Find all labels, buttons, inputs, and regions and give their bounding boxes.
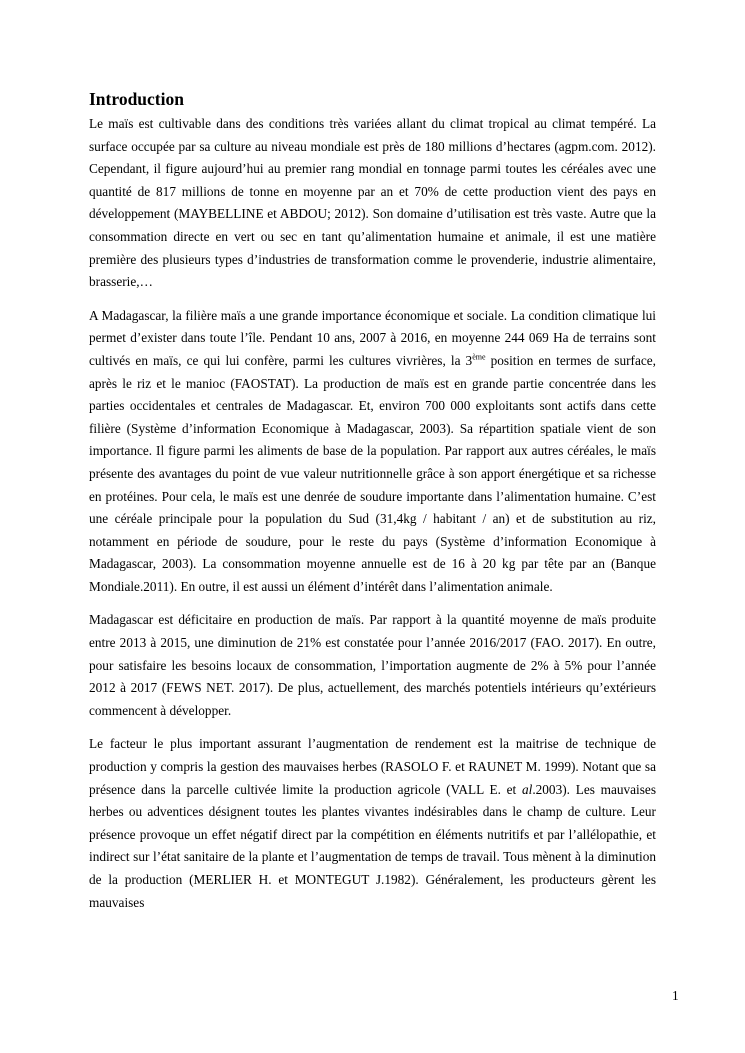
paragraph-2 — [89, 305, 656, 599]
paragraph-2-text-a: A Madagascar, la filière maïs a une grande importance économique et sociale. La condition climatique lui permet d’exister dans toute l’île. Pendant 10 ans, 2007 à 2016, en moyenne 244 069 Ha de terrains sont cultivés en maïs, ce qui lui confère, parmi les cultures vivrières, la 3 — [89, 307, 656, 368]
paragraph-1 — [89, 113, 656, 294]
paragraph-2-text-b: position en termes de surface, après le riz et le manioc (FAOSTAT). La production de maïs est en grande partie concentrée dans les parties occidentales et centrales de Madagascar. Et, environ 700 000 exploitants sont actifs dans cette filière (Système d’information Economique à Madagascar, 2003). Sa répartition spatiale vient de son importance. Il figure parmi les aliments de base de la population. Par rapport aux autres céréales, le maïs présente des avantages du point de vue valeur nutritionnelle grâce à son apport énergétique et sa richesse en protéines. Pour cela, le maïs est une denrée de soudure importante dans l’alimentation humaine. C’est une céréale principale pour la population du Sud (31,4kg / habitant / an) et de substitution au riz, notamment en période de soudure, pour le reste du pays (Système d’information Economique à Madagascar, 2003). La consommation moyenne annuelle est de 16 à 20 kg par tête par an (Banque Mondiale.2011). En outre, il est aussi un élément d’intérêt dans l’alimentation animale. — [89, 352, 656, 594]
document-page — [89, 88, 656, 925]
paragraph-3 — [89, 609, 656, 722]
paragraph-4-text-a: Le facteur le plus important assurant l’augmentation de rendement est la maitrise de technique de production y compris la gestion des mauvaises herbes (RASOLO F. et RAUNET M. 1999). Notant que sa présence dans la parcelle cultivée limite la production agricole (VALL E. et — [89, 736, 656, 797]
paragraph-3-text: Madagascar est déficitaire en production de maïs. Par rapport à la quantité moyenne de maïs produite entre 2013 à 2015, une diminution de 21% est constatée pour l’année 2016/2017 (FAO. 2017). En outre, pour satisfaire les besoins locaux de consommation, l’importation augmente de 2% à 5% pour l’année 2012 à 2017 (FEWS NET. 2017). De plus, actuellement, des marchés potentiels intérieurs qu’extérieurs commencent à développer. — [89, 612, 656, 718]
paragraph-4 — [89, 733, 656, 914]
paragraph-1-text: Le maïs est cultivable dans des conditions très variées allant du climat tropical au climat tempéré. La surface occupée par sa culture au niveau mondiale est près de 180 millions d’hectares (agpm.com. 2012). Cependant, il figure aujourd’hui au premier rang mondial en tonnage parmi toutes les céréales avec une quantité de 817 millions de tonne en moyenne par an et 70% de cette production vient des pays en développement (MAYBELLINE et ABDOU; 2012). Son domaine d’utilisation est très vaste. Autre que la consommation directe en vert ou sec en tant qu’alimentation humaine et animale, il est une matière première des plusieurs types d’industries de transformation comme le provenderie, industrie alimentaire, brasserie,… — [89, 116, 656, 290]
paragraph-4-text-b: .2003). Les mauvaises herbes ou adventices désignent toutes les plantes vivantes indésirables dans le champ de culture. Leur présence provoque un effet négatif direct par la compétition en éléments nutritifs et par l’allélopathie, et indirect sur l’état sanitaire de la plante et l’augmentation de temps de travail. Tous mènent à la diminution de la production (MERLIER H. et MONTEGUT J.1982). Généralement, les producteurs gèrent les mauvaises — [89, 781, 656, 910]
superscript-eme: ème — [472, 352, 486, 362]
section-title: Introduction — [89, 89, 184, 109]
page-number: 1 — [672, 988, 679, 1003]
italic-al: al — [521, 781, 533, 797]
